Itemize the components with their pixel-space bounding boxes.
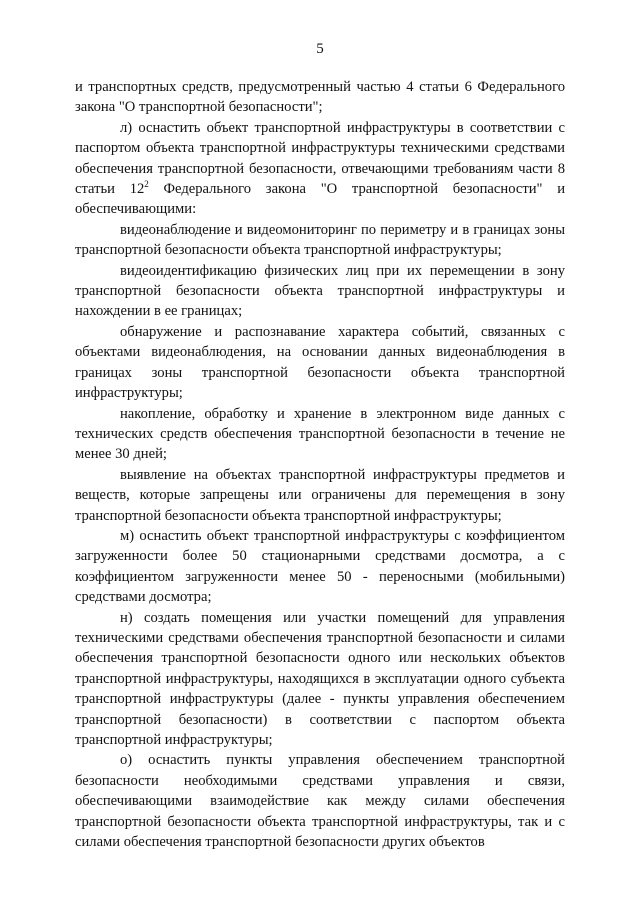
paragraph-video-identification: видеоидентификацию физических лиц при их перемещении в зону транспортной безопасности объекта транспортной инфраструктуры и нахождении в ее границах; — [75, 262, 565, 320]
paragraph-item-l-text-end: Федерального закона "О транспортной безопасности" и обеспечивающими: — [75, 181, 565, 218]
paragraph-item-m: м) оснастить объект транспортной инфраструктуры с коэффициентом загруженности более 50 стационарными средствами досмотра, а с коэффициентом загруженности менее 50 - переносными (мобильными) средствами досмотра; — [75, 527, 565, 606]
page-number: 5 — [316, 41, 324, 57]
paragraph-item-o: о) оснастить пункты управления обеспечением транспортной безопасности необходимыми средствами управления и связи, обеспечивающими взаимодействие как между силами обеспечения транспортной безопасности объекта транспортной инфраструктуры, так и с силами обеспечения транспортной безопасности других объектов — [75, 752, 565, 851]
paragraph-event-detection: обнаружение и распознавание характера событий, связанных с объектами видеонаблюдения, на основании данных видеонаблюдения в границах зоны транспортной безопасности объекта транспортной инфраструктуры; — [75, 323, 565, 402]
paragraph-item-l — [75, 118, 565, 220]
paragraph-item-l-text: л) оснастить объект транспортной инфраструктуры в соответствии с паспортом объекта транспортной инфраструктуры техническими средствами обеспечения транспортной безопасности, отвечающими требованиям части 8 статьи 12 — [75, 119, 565, 198]
paragraph-data-storage: накопление, обработку и хранение в электронном виде данных с технических средств обеспечения транспортной безопасности в течение не менее 30 дней; — [75, 405, 565, 463]
paragraph-prohibited-items: выявление на объектах транспортной инфраструктуры предметов и веществ, которые запрещены или ограничены для перемещения в зону транспортной безопасности объекта транспортной инфраструктуры; — [75, 466, 565, 524]
paragraph-video-surveillance: видеонаблюдение и видеомониторинг по периметру и в границах зоны транспортной безопасности объекта транспортной инфраструктуры; — [75, 221, 565, 259]
document-body — [75, 77, 565, 852]
superscript-2: 2 — [144, 179, 149, 190]
paragraph-continuation: и транспортных средств, предусмотренный частью 4 статьи 6 Федерального закона "О транспортной безопасности"; — [75, 79, 565, 116]
paragraph-item-n: н) создать помещения или участки помещений для управления техническими средствами обеспечения транспортной безопасности и силами обеспечения транспортной безопасности одного или нескольких объектов транспортной инфраструктуры, находящихся в эксплуатации одного субъекта транспортной инфраструктуры (далее - пункты управления обеспечением транспортной безопасности) в соответствии с паспортом объекта транспортной инфраструктуры; — [75, 609, 565, 748]
